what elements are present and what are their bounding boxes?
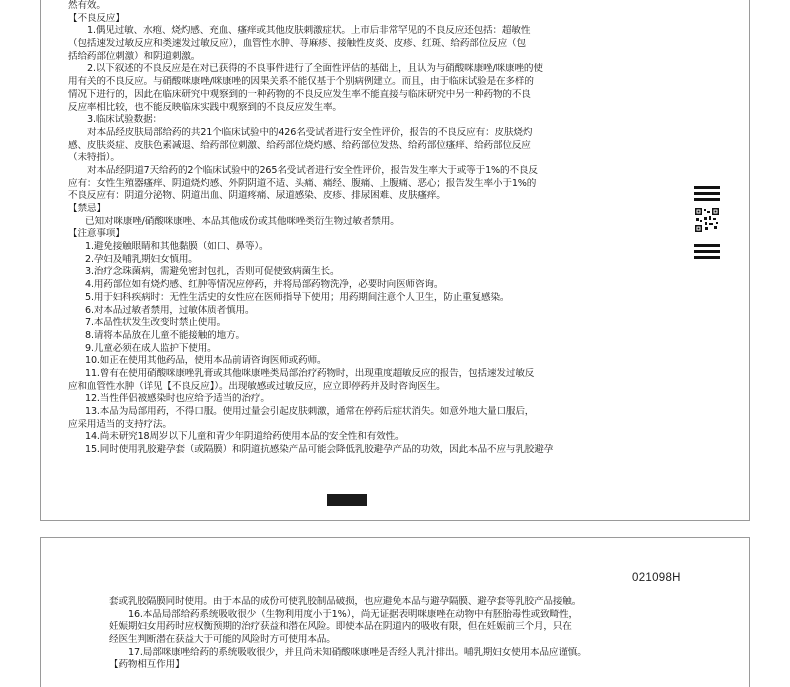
text-line: 15.同时使用乳胶避孕套（或隔膜）和阴道抗感染产品可能会降低乳胶避孕产品的功效，因此本品不应与乳胶避孕 bbox=[85, 444, 554, 456]
qr-code-icon bbox=[695, 208, 719, 232]
text-line: 对本品经皮肤局部给药的共21个临床试验中的426名受试者进行安全性评价，报告的不良反应有：皮肤烧灼 bbox=[87, 126, 533, 138]
text-line: 13.本品为局部用药，不得口服。使用过量会引起皮肤刺激，通常在停药后症状消失。如意外地大量口服后， bbox=[85, 406, 535, 417]
text-line: 然有效。 bbox=[68, 0, 106, 11]
text-line: （包括速发过敏反应和类速发过敏反应），血管性水肿、荨麻疹、接触性皮炎、皮疹、红斑、给药部位反应（包 bbox=[68, 38, 526, 50]
text-line: 2.以下叙述的不良反应是在对已获得的不良事件进行了全面性评估的基础上，且认为与硝酸咪康唑/咪康唑的使 bbox=[87, 63, 543, 75]
text-line: 1.偶见过敏、水疱、烧灼感、充血、瘙痒或其他皮肤刺激症状。上市后非常罕见的不良反应还包括：超敏性 bbox=[87, 25, 531, 37]
text-line: （未特指）。 bbox=[68, 152, 120, 164]
text-line: 3.临床试验数据： bbox=[87, 114, 162, 126]
print-registration-mark bbox=[327, 494, 367, 506]
text-line: 17.局部咪康唑给药的系统吸收很少，并且尚未知硝酸咪康唑是否经人乳汁排出。哺乳期妇女使用本品应谨慎。 bbox=[128, 646, 587, 658]
text-line: 对本品经阴道7天给药的2个临床试验中的265名受试者进行安全性评价，报告发生率大于或等于1%的不良反 bbox=[87, 164, 538, 176]
text-line: 2.孕妇及哺乳期妇女慎用。 bbox=[85, 253, 198, 265]
text-line: 【药物相互作用】 bbox=[109, 659, 185, 671]
text-line: 套或乳胶隔膜同时使用。由于本品的成份可使乳胶制品破损，也应避免本品与避孕隔膜、避孕套等乳胶产品接触。 bbox=[109, 596, 582, 607]
text-line: 14.尚未研究18周岁以下儿童和青少年阴道给药使用本品的安全性和有效性。 bbox=[85, 431, 405, 443]
text-line: 16.本品局部给药系统吸收很少（生物利用度小于1%），尚无证据表明咪康唑在动物中有胚胎毒性或致畸性， bbox=[128, 608, 578, 620]
text-line: 应采用适当的支持疗法。 bbox=[68, 418, 172, 430]
text-line: 已知对咪康唑/硝酸咪康唑、本品其他成份或其他咪唑类衍生物过敏者禁用。 bbox=[85, 215, 400, 227]
text-line: 3.治疗念珠菌病，需避免密封包扎，否则可促使致病菌生长。 bbox=[85, 266, 340, 278]
text-line: 1.避免接触眼睛和其他黏膜（如口、鼻等）。 bbox=[85, 241, 269, 253]
text-line: 感、皮肤炎症、皮肤色素减退、给药部位刺激、给药部位烧灼感、给药部位发热、给药部位瘙痒、给药部位反应 bbox=[68, 139, 531, 151]
qr-code-block bbox=[694, 186, 720, 260]
text-line: 不良反应有：阴道分泌物、阴道出血、阴道疼痛、尿道感染、皮疹、排尿困难、皮肤瘙痒。 bbox=[68, 190, 446, 202]
text-line: 7.本品性状发生改变时禁止使用。 bbox=[85, 317, 227, 329]
text-line: 9.儿童必须在成人监护下使用。 bbox=[85, 342, 217, 354]
text-line: 括给药部位刺激）和阴道刺激。 bbox=[68, 50, 201, 62]
text-line: 情况下进行的，因此在临床研究中观察到的一种药物的不良反应发生率不能直接与临床研究中另一种药物的不良 bbox=[68, 88, 531, 100]
text-line: 6.对本品过敏者禁用，过敏体质者慎用。 bbox=[85, 304, 255, 316]
text-line: 妊娠期妇女用药时应权衡预期的治疗获益和潜在风险。即使本品在阴道内的吸收有限，但在妊娠前三个月，只在 bbox=[109, 621, 572, 633]
text-line: 【禁忌】 bbox=[68, 203, 106, 214]
text-line: 5.用于妇科疾病时：无性生活史的女性应在医师指导下使用；用药期间注意个人卫生，防止重复感染。 bbox=[85, 291, 510, 303]
text-line: 应有：女性生殖器瘙痒、阴道烧灼感、外阴阴道不适、头痛、痛经、腹痛、上腹痛、恶心；报告发生率小于1%的 bbox=[68, 177, 537, 189]
leaflet-text-upper bbox=[68, 0, 690, 457]
text-line: 12.当性伴侣被感染时也应给予适当的治疗。 bbox=[85, 393, 270, 405]
text-line: 反应率相比较，也不能反映临床实践中观察到的不良反应发生率。 bbox=[68, 101, 342, 113]
text-line: 用有关的不良反应。与硝酸咪康唑/咪康唑的因果关系不能仅基于个别病例建立。而且，由于临床试验是在多样的 bbox=[68, 76, 534, 88]
text-line: 【不良反应】 bbox=[68, 12, 125, 24]
text-line: 经医生判断潜在获益大于可能的风险时方可使用本品。 bbox=[109, 634, 336, 646]
text-line: 11.曾有在使用硝酸咪康唑乳膏或其他咪康唑类局部治疗药物时，出现重度超敏反应的报告，包括速发过敏反 bbox=[85, 367, 535, 379]
text-line: 应和血管性水肿（详见【不良反应】）。出现敏感或过敏反应，应立即停药并及时咨询医生。 bbox=[68, 380, 446, 392]
leaflet-text-lower bbox=[109, 596, 704, 672]
text-line: 10.如正在使用其他药品，使用本品前请咨询医师或药师。 bbox=[85, 355, 327, 367]
document-code: 021098H bbox=[632, 572, 681, 584]
text-line: 8.请将本品放在儿童不能接触的地方。 bbox=[85, 329, 245, 341]
text-line: 4.用药部位如有烧灼感、红肿等情况应停药，并将局部药物洗净，必要时向医师咨询。 bbox=[85, 279, 444, 291]
text-line: 【注意事项】 bbox=[68, 228, 125, 240]
